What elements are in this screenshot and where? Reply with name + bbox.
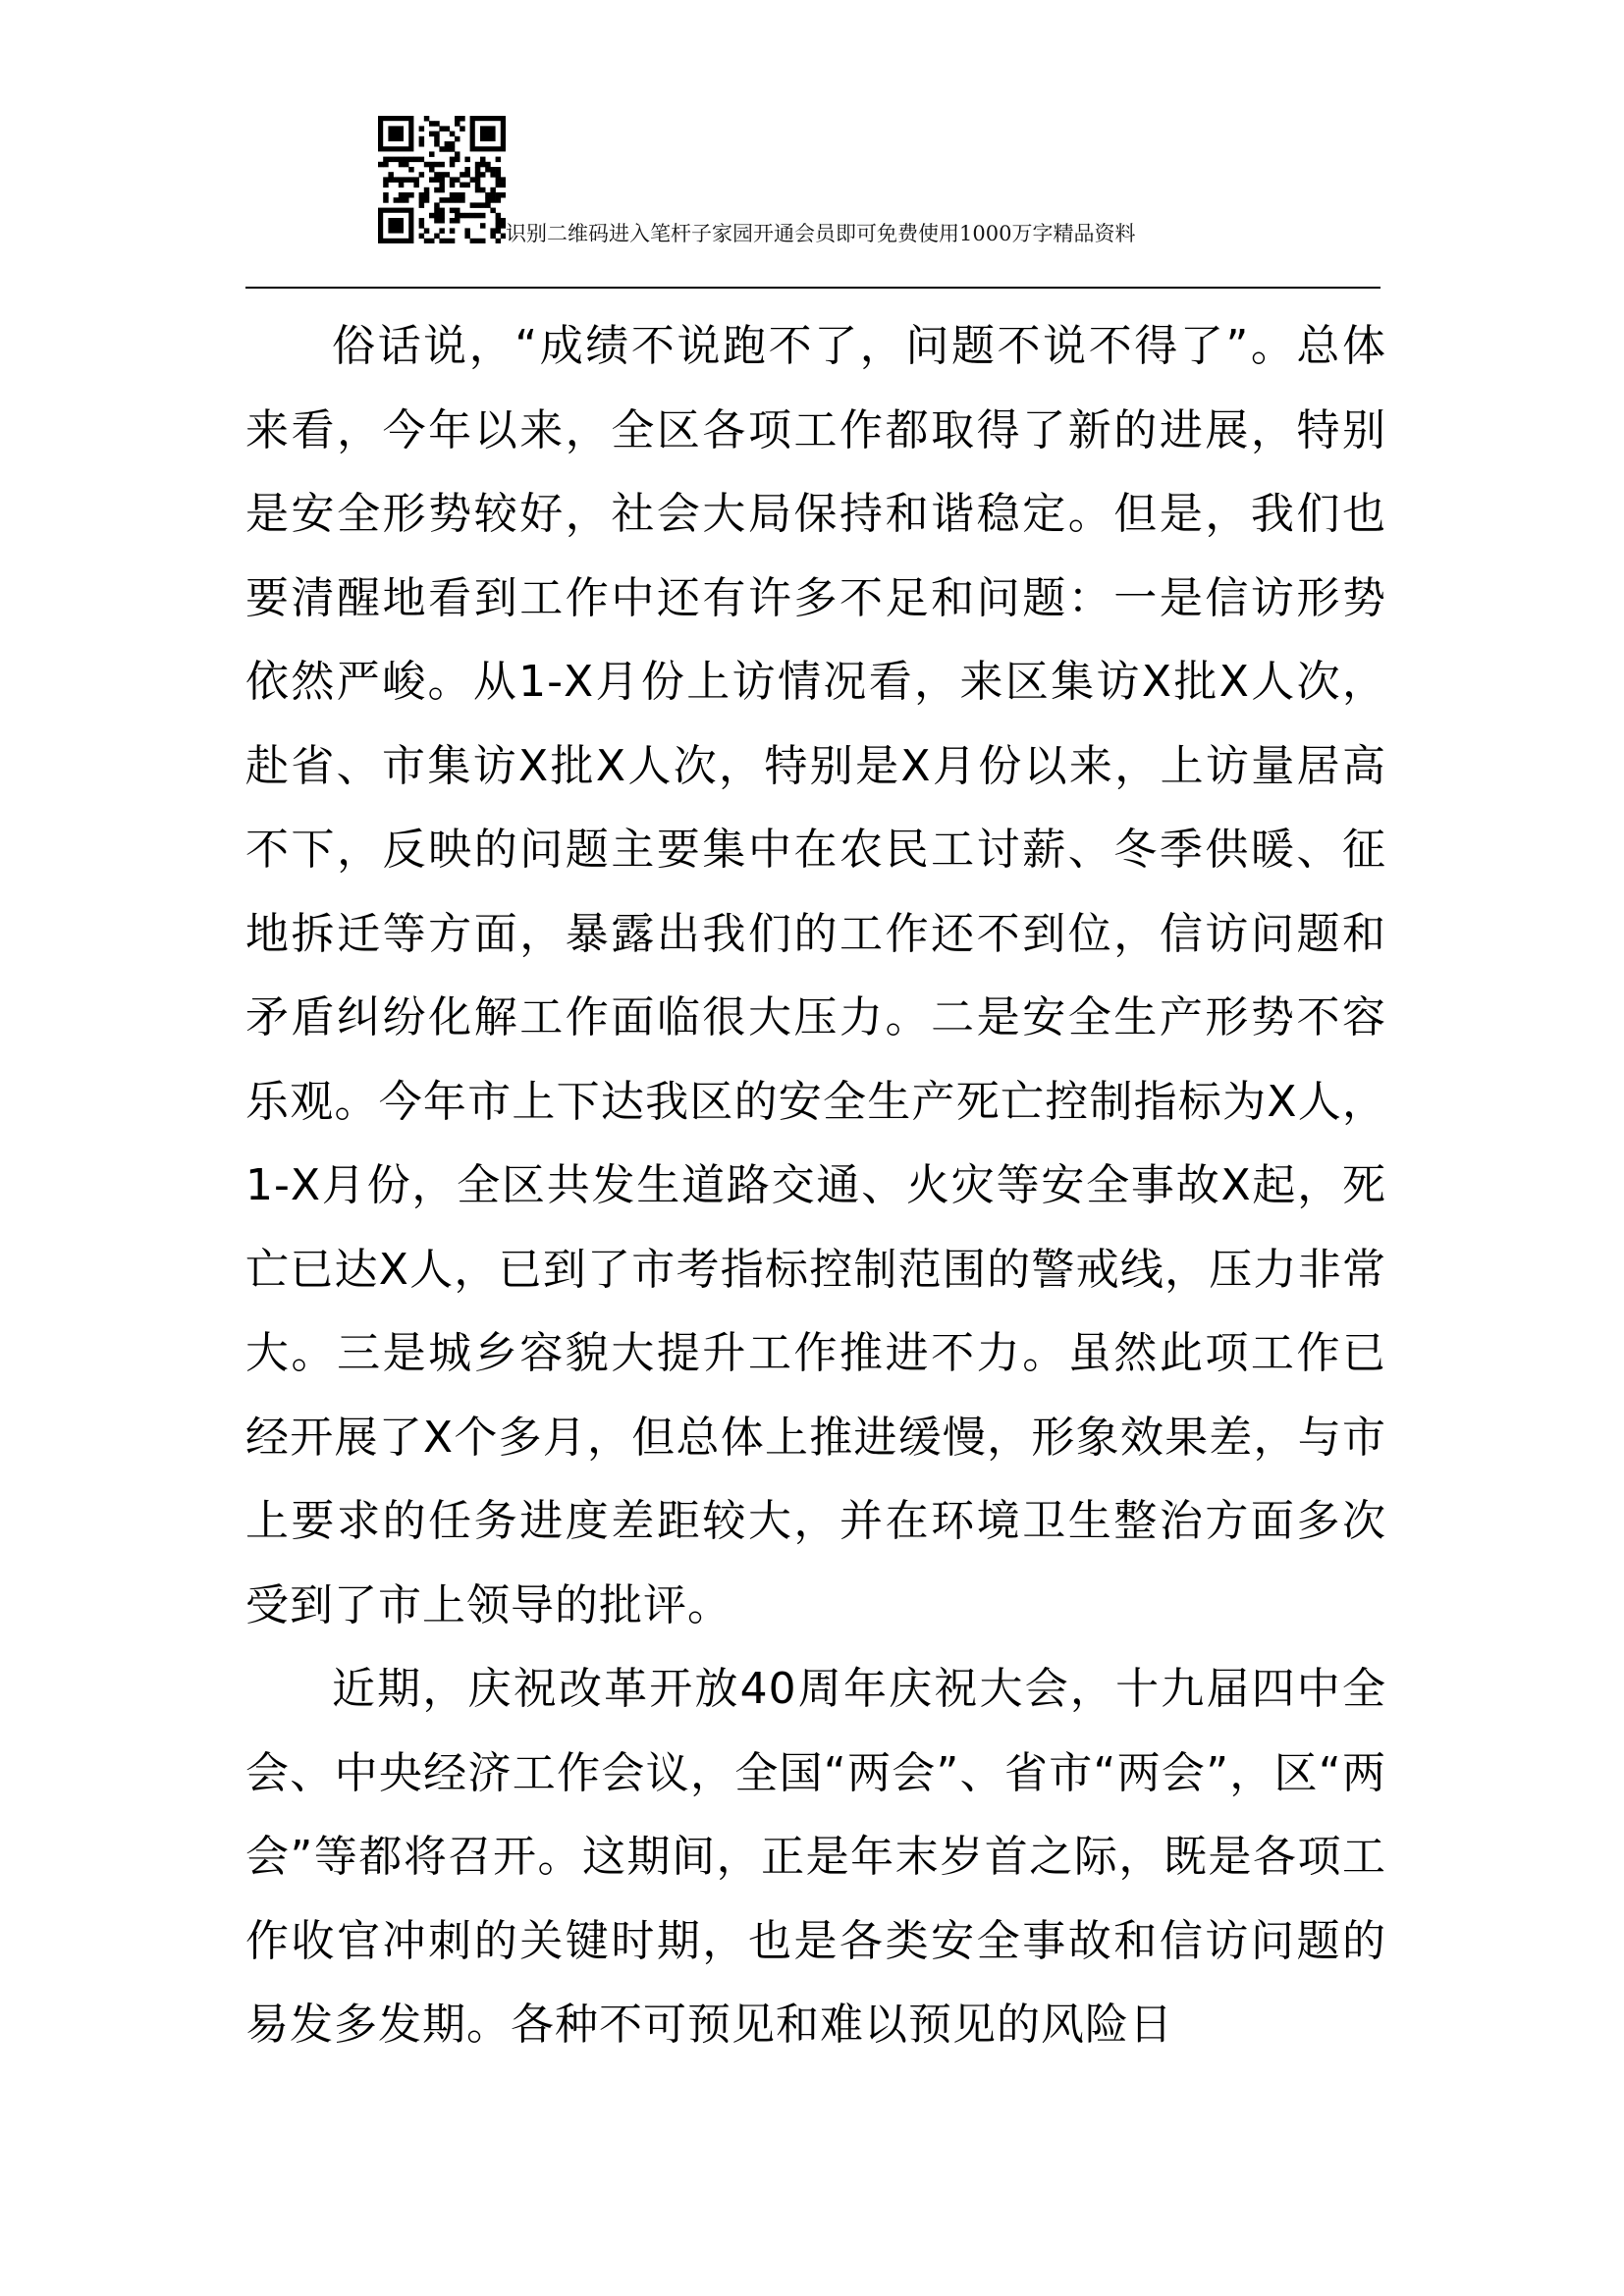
qr-code-icon[interactable]	[378, 116, 506, 243]
paragraph-1: 俗话说，“成绩不说跑不了，问题不说不得了”。总体来看，今年以来，全区各项工作都取得了新的进展，特别是安全形势较好，社会大局保持和谐稳定。但是，我们也要清醒地看到工作中还有许多不足和问题：一是信访形势依然严峻。从1-X月份上访情况看，来区集访X批X人次，赴省、市集访X批X人次，特别是X月份以来，上访量居高不下，反映的问题主要集中在农民工讨薪、冬季供暖、征地拆迁等方面，暴露出我们的工作还不到位，信访问题和矛盾纠纷化解工作面临很大压力。二是安全生产形势不容乐观。今年市上下达我区的安全生产死亡控制指标为X人，1-X月份，全区共发生道路交通、火灾等安全事故X起，死亡已达X人，已到了市考指标控制范围的警戒线，压力非常大。三是城乡容貌大提升工作推进不力。虽然此项工作已经开展了X个多月，但总体上推进缓慢，形象效果差，与市上要求的任务进度差距较大，并在环境卫生整治方面多次受到了市上领导的批评。	[245, 321, 1386, 1630]
header-divider	[245, 287, 1380, 289]
page-header	[378, 116, 1311, 245]
document-body	[245, 304, 1386, 2067]
paragraph-2: 近期，庆祝改革开放40周年庆祝大会，十九届四中全会、中央经济工作会议，全国“两会”、省市“两会”，区“两会”等都将召开。这期间，正是年末岁首之际，既是各项工作收官冲刺的关键时期，也是各类安全事故和信访问题的易发多发期。各种不可预见和难以预见的风险日	[245, 1664, 1386, 2050]
header-caption: 识别二维码进入笔杆子家园开通会员即可免费使用1000万字精品资料	[506, 222, 1136, 245]
